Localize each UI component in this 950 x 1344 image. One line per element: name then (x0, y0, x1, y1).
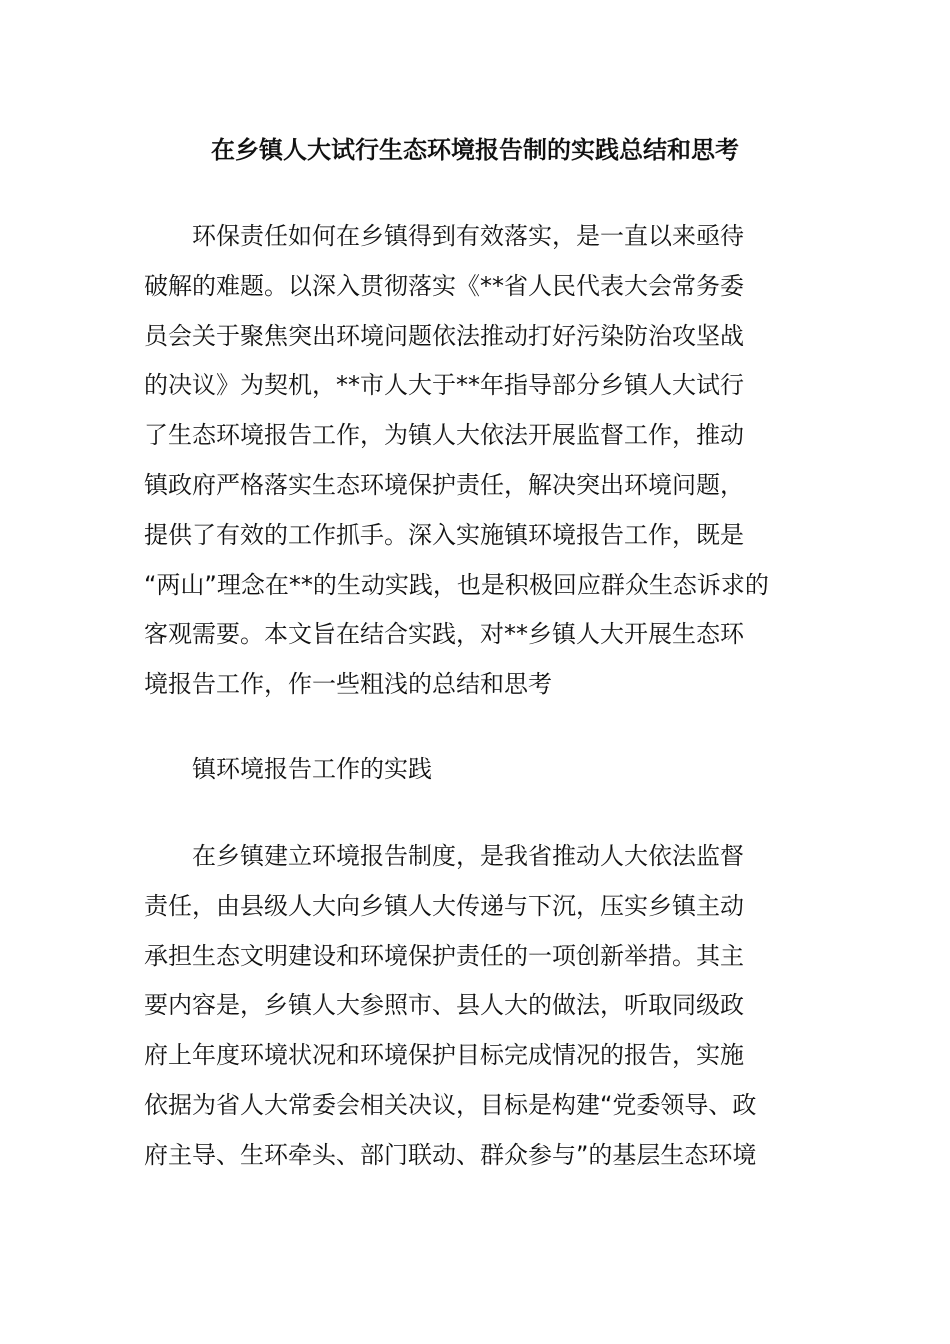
document-title: 在乡镇人大试行生态环境报告制的实践总结和思考 (211, 136, 739, 164)
paragraph-line: 在乡镇建立环境报告制度，是我省推动人大依法监督 (192, 842, 744, 870)
paragraph-line: 客观需要。本文旨在结合实践，对**乡镇人大开展生态环 (144, 620, 744, 649)
paragraph-line: 环保责任如何在乡镇得到有效落实，是一直以来亟待 (192, 222, 744, 250)
paragraph-line: 要内容是，乡镇人大参照市、县人大的做法，听取同级政 (144, 991, 744, 1020)
paragraph-line: 提供了有效的工作抓手。深入实施镇环境报告工作，既是 (144, 520, 744, 549)
paragraph-line: 镇政府严格落实生态环境保护责任，解决突出环境问题， (144, 470, 744, 499)
paragraph-line: 承担生态文明建设和环境保护责任的一项创新举措。其主 (144, 941, 744, 970)
section-heading-block (144, 745, 806, 795)
paragraph-line: 了生态环境报告工作，为镇人大依法开展监督工作，推动 (144, 421, 744, 450)
paragraph-line: 府主导、生环牵头、部门联动、群众参与”的基层生态环境 (144, 1140, 757, 1169)
paragraph-line: 依据为省人大常委会相关决议，目标是构建“党委领导、政 (144, 1090, 757, 1119)
paragraph-line: 员会关于聚焦突出环境问题依法推动打好污染防治攻坚战 (144, 321, 744, 350)
paragraph-line: 责任，由县级人大向乡镇人大传递与下沉，压实乡镇主动 (144, 891, 744, 920)
paragraph-line: 境报告工作，作一些粗浅的总结和思考 (144, 670, 552, 699)
paragraph-line: 破解的难题。以深入贯彻落实《**省人民代表大会常务委 (144, 271, 744, 300)
paragraph-line: 的决议》为契机，**市人大于**年指导部分乡镇人大试行 (144, 371, 744, 400)
paragraph-line: “两山”理念在**的生动实践，也是积极回应群众生态诉求的 (144, 570, 769, 599)
section-heading: 镇环境报告工作的实践 (192, 755, 432, 783)
paragraph-practice (144, 832, 806, 1181)
paragraph-intro (144, 212, 806, 710)
paragraph-line: 府上年度环境状况和环境保护目标完成情况的报告，实施 (144, 1041, 744, 1070)
